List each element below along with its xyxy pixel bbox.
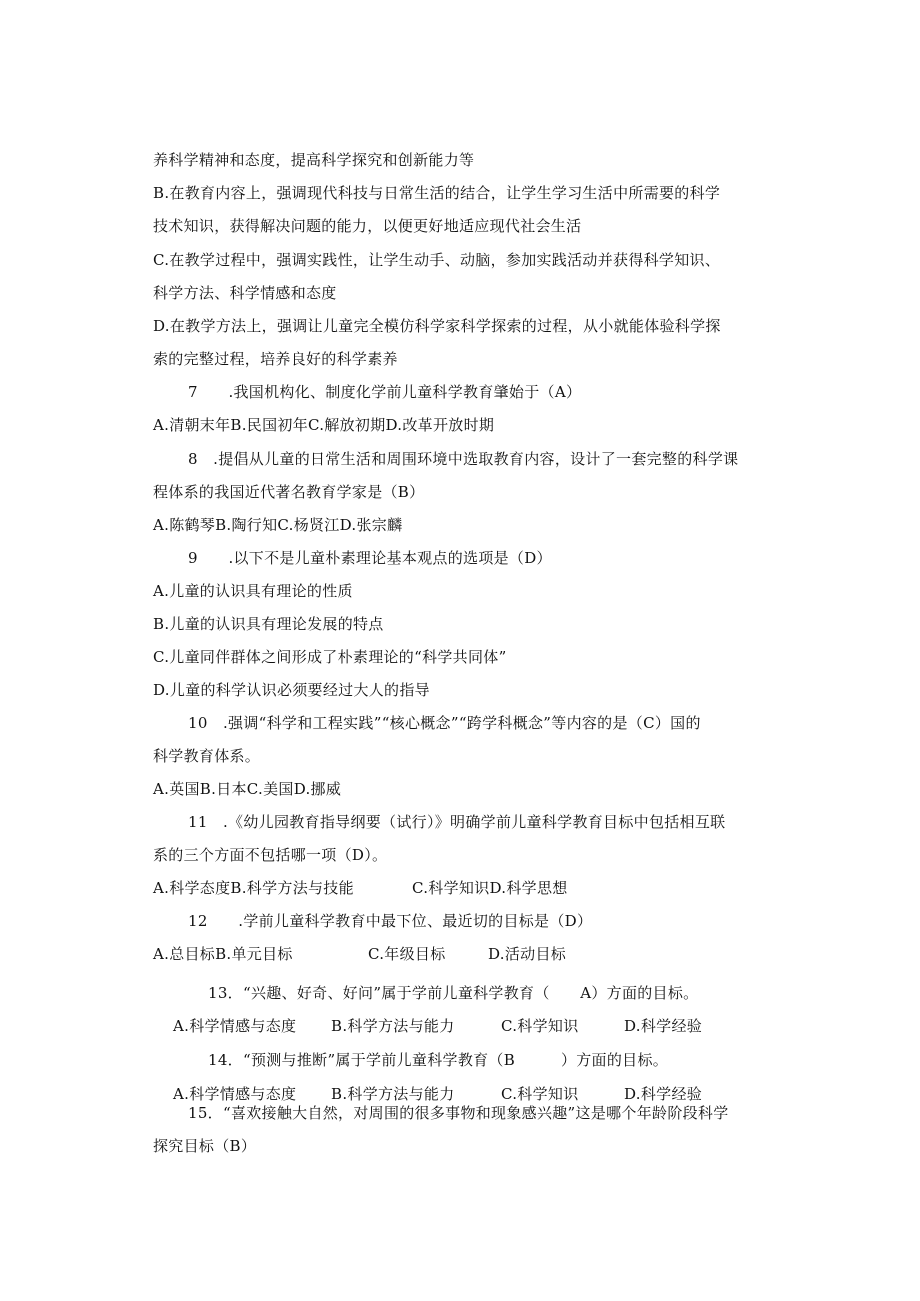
answer-option: A.科学情感与态度 (173, 1017, 297, 1035)
answer-option: D.儿童的科学认识必须要经过大人的指导 (153, 681, 430, 699)
answer-option: C.科学知识 (501, 1017, 579, 1035)
question-8: 8 .提倡从儿童的日常生活和周围环境中选取教育内容，设计了一套完整的科学课 (188, 450, 739, 468)
text-line: 科学教育体系。 (153, 747, 261, 765)
answer-option: A.儿童的认识具有理论的性质 (153, 582, 353, 600)
answer-options-12: A.总目标B.单元目标 (153, 945, 293, 963)
question-7: 7 .我国机构化、制度化学前儿童科学教育肇始于（A） (188, 383, 582, 401)
text-line: 养科学精神和态度，提高科学探究和创新能力等 (153, 151, 475, 169)
question-9: 9 .以下不是儿童朴素理论基本观点的选项是（D） (188, 549, 552, 567)
answer-options-10: A.英国B.日本C.美国D.挪威 (153, 780, 342, 798)
text-line: D.在教学方法上，强调让儿童完全模仿科学家科学探索的过程，从小就能体验科学探 (153, 317, 721, 335)
answer-options-7: A.清朝末年B.民国初年C.解放初期D.改革开放时期 (153, 416, 495, 434)
answer-options-8: A.陈鹤琴B.陶行知C.杨贤江D.张宗麟 (153, 516, 403, 534)
text-line: 程体系的我国近代著名教育学家是（B） (153, 483, 425, 501)
answer-option: D.活动目标 (488, 945, 567, 963)
text-line: 索的完整过程，培养良好的科学素养 (153, 350, 398, 368)
text-line: C.在教学过程中，强调实践性，让学生动手、动脑，参加实践活动并获得科学知识、 (153, 251, 721, 269)
text-line: 科学方法、科学情感和态度 (153, 284, 337, 302)
answer-option: B.科学方法与能力 (331, 1085, 455, 1103)
question-14: 14．“预测与推断”属于学前儿童科学教育（B ）方面的目标。 (208, 1051, 669, 1069)
answer-option: C.年级目标 (368, 945, 446, 963)
answer-option: C.科学知识 (501, 1085, 579, 1103)
text-line: 系的三个方面不包括哪一项（D）。 (153, 846, 388, 864)
answer-option: D.科学经验 (624, 1085, 703, 1103)
question-11: 11 .《幼儿园教育指导纲要（试行）》明确学前儿童科学教育目标中包括相互联 (188, 813, 726, 831)
answer-option: B.儿童的认识具有理论发展的特点 (153, 615, 384, 633)
question-13: 13．“兴趣、好奇、好问”属于学前儿童科学教育（ A）方面的目标。 (208, 984, 699, 1002)
answer-options-11: C.科学知识D.科学思想 (412, 879, 568, 897)
answer-option: B.科学方法与能力 (331, 1017, 455, 1035)
answer-option: A.科学情感与态度 (173, 1085, 297, 1103)
text-line: 探究目标（B） (153, 1137, 257, 1155)
question-12: 12 .学前儿童科学教育中最下位、最近切的目标是（D） (188, 912, 593, 930)
text-line: B.在教育内容上，强调现代科技与日常生活的结合，让学生学习生活中所需要的科学 (153, 184, 721, 202)
question-10: 10 .强调“科学和工程实践”“核心概念”“跨学科概念”等内容的是（C）国的 (188, 714, 701, 732)
answer-option: C.儿童同伴群体之间形成了朴素理论的“科学共同体” (153, 648, 507, 666)
answer-option: D.科学经验 (624, 1017, 703, 1035)
answer-options-11: A.科学态度B.科学方法与技能 (153, 879, 354, 897)
text-line: 技术知识，获得解决问题的能力，以便更好地适应现代社会生活 (153, 217, 582, 235)
question-15: 15．“喜欢接触大自然，对周围的很多事物和现象感兴趣”这是哪个年龄阶段科学 (188, 1104, 729, 1122)
